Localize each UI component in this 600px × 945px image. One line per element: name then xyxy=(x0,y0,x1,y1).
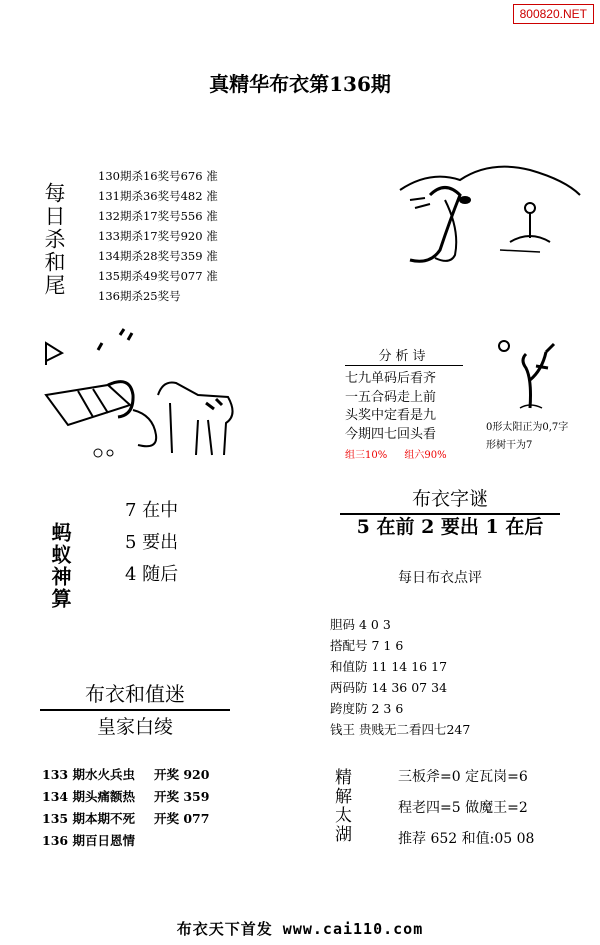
result-text: 开奖 920 xyxy=(154,767,210,782)
group-ratio xyxy=(345,446,463,461)
poem-line: 今期四七回头看 xyxy=(345,426,437,442)
period-text: 135 期本期不死 xyxy=(42,811,135,826)
riddle-title: 布衣字谜 xyxy=(340,484,560,515)
kill-tail-title: 每日杀和尾 xyxy=(42,182,66,297)
jing-list xyxy=(398,762,534,855)
group-three-ratio: 组三10% xyxy=(345,450,388,461)
list-item: 和值防 11 14 16 17 xyxy=(330,659,448,674)
sum-riddle-title: 布衣和值迷 xyxy=(40,678,230,711)
page-title: 真精华布衣第136期 xyxy=(209,72,391,96)
dog-sketch-icon xyxy=(38,325,238,465)
jing-title: 精解太湖 xyxy=(331,768,351,844)
list-item: 两码防 14 36 07 34 xyxy=(330,680,448,695)
period-text: 133 期水火兵虫 xyxy=(42,767,135,782)
list-item: 135期杀49奖号077 准 xyxy=(98,269,218,283)
list-item: 搭配号 7 1 6 xyxy=(330,638,404,653)
list-item: 133期杀17奖号920 准 xyxy=(98,229,218,243)
list-item xyxy=(42,764,209,786)
sketch-drawing-icon xyxy=(390,160,590,280)
result-text: 开奖 077 xyxy=(154,811,210,826)
daily-review-list xyxy=(330,614,470,740)
kill-tail-list xyxy=(98,166,218,306)
side-note-line2: 形树干为7 xyxy=(486,440,533,451)
ant-list xyxy=(125,495,178,591)
list-item: 134期杀28奖号359 准 xyxy=(98,249,218,263)
list-item: 推荐 652 和值:05 08 xyxy=(398,831,535,847)
list-item: 三板斧=0 定瓦岗=6 xyxy=(398,769,528,785)
list-item: 4 随后 xyxy=(125,564,179,585)
group-six-ratio: 组六90% xyxy=(404,450,447,461)
ant-title: 蚂蚁神算 xyxy=(48,522,72,610)
list-item: 钱王 贵贱无二看四七247 xyxy=(330,722,471,737)
daily-review-title: 每日布衣点评 xyxy=(398,570,482,586)
list-item xyxy=(42,786,209,808)
side-note-line1: 0形太阳正为0,7字 xyxy=(486,422,569,433)
sum-riddle-answer: 皇家白绫 xyxy=(96,716,173,738)
period-text: 134 期头痛额热 xyxy=(42,789,135,804)
site-watermark: 800820.NET xyxy=(513,4,594,24)
list-item: 跨度防 2 3 6 xyxy=(330,701,404,716)
list-item: 程老四=5 做魔王=2 xyxy=(398,800,528,816)
poem-line: 头奖中定看是九 xyxy=(345,408,437,423)
list-item: 5 要出 xyxy=(125,532,179,553)
analysis-poem-title: 分析诗 xyxy=(345,345,463,366)
list-item: 130期杀16奖号676 准 xyxy=(98,169,218,183)
list-item: 131期杀36奖号482 准 xyxy=(98,189,218,203)
footer-text: 布衣天下首发 www.cai110.com xyxy=(176,920,424,938)
list-item: 132期杀17奖号556 准 xyxy=(98,209,218,223)
period-text: 136 期百日恩情 xyxy=(42,833,135,848)
poem-line: 七九单码后看齐 xyxy=(345,371,437,386)
list-item: 7 在中 xyxy=(125,500,179,521)
tree-sketch-icon xyxy=(490,330,570,410)
list-item: 136期杀25奖号 xyxy=(98,289,181,303)
riddle-answer: 5 在前 2 要出 1 在后 xyxy=(356,516,544,538)
sum-riddle-list xyxy=(42,764,209,852)
list-item xyxy=(42,808,209,830)
result-text: 开奖 359 xyxy=(154,789,210,804)
poem-line: 一五合码走上前 xyxy=(345,389,437,405)
list-item xyxy=(42,830,209,852)
list-item: 胆码 4 0 3 xyxy=(330,617,391,632)
analysis-poem xyxy=(345,345,463,461)
